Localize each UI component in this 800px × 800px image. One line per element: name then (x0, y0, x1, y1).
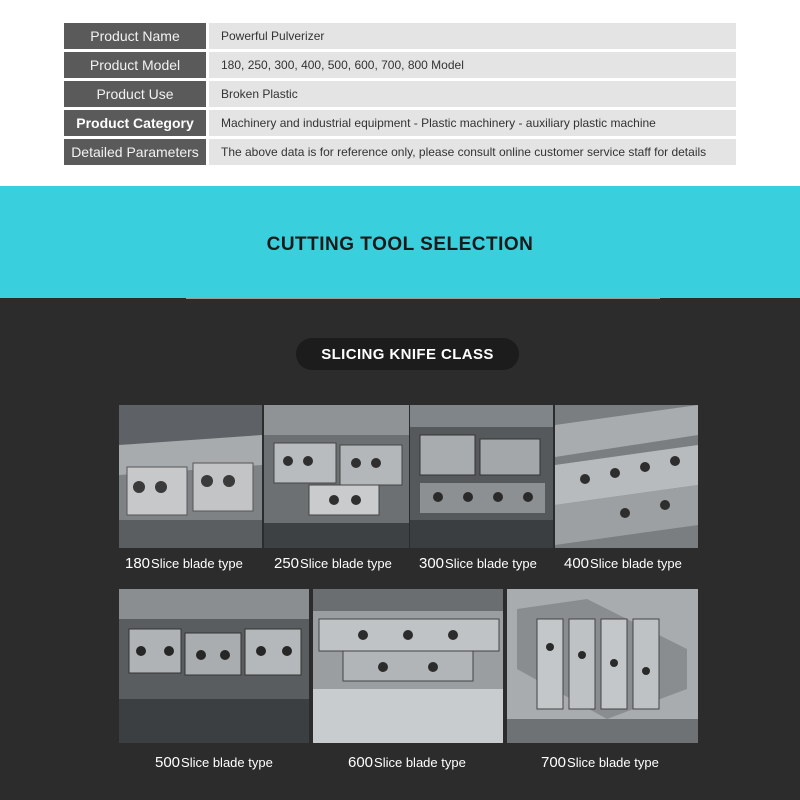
blade-type-label: Slice blade type (567, 755, 659, 770)
blade-caption-250 (274, 555, 392, 572)
spec-row-product-use (64, 81, 736, 107)
blade-size: 700 (541, 754, 567, 771)
spec-label: Product Use (64, 81, 206, 107)
blade-size: 500 (155, 754, 181, 771)
spec-value: Machinery and industrial equipment - Plastic machinery - auxiliary plastic machine (209, 110, 736, 136)
spec-label: Product Model (64, 52, 206, 78)
blade-photo-180 (119, 405, 262, 548)
spec-value: Powerful Pulverizer (209, 23, 736, 49)
blade-size: 180 (125, 555, 151, 572)
blade-size: 600 (348, 754, 374, 771)
divider (186, 298, 660, 299)
blade-type-label: Slice blade type (374, 755, 466, 770)
blade-photo-250 (264, 405, 409, 548)
section-title: CUTTING TOOL SELECTION (266, 234, 534, 255)
blade-caption-400 (564, 555, 682, 572)
blade-type-label: Slice blade type (445, 556, 537, 571)
spec-row-product-category (64, 110, 736, 136)
blade-caption-600 (348, 754, 466, 771)
blade-caption-500 (155, 754, 273, 771)
blade-caption-300 (419, 555, 537, 572)
spec-table (64, 23, 736, 168)
subsection-title-pill: SLICING KNIFE CLASS (296, 338, 519, 370)
section-header-band (0, 186, 800, 298)
blade-caption-700 (541, 754, 659, 771)
spec-row-product-model (64, 52, 736, 78)
blade-photo-600 (313, 589, 503, 743)
blade-photo-500 (119, 589, 309, 743)
spec-label: Product Category (64, 110, 206, 136)
blade-caption-180 (125, 555, 243, 572)
spec-row-product-name (64, 23, 736, 49)
spec-value: The above data is for reference only, please consult online customer service staff for details (209, 139, 736, 165)
blade-size: 250 (274, 555, 300, 572)
blade-type-label: Slice blade type (151, 556, 243, 571)
blade-type-label: Slice blade type (300, 556, 392, 571)
blade-photo-700 (507, 589, 698, 743)
spec-label: Product Name (64, 23, 206, 49)
blade-size: 300 (419, 555, 445, 572)
spec-value: Broken Plastic (209, 81, 736, 107)
blade-type-label: Slice blade type (181, 755, 273, 770)
blade-type-label: Slice blade type (590, 556, 682, 571)
spec-row-detailed-parameters (64, 139, 736, 165)
blade-photo-300 (410, 405, 553, 548)
spec-value: 180, 250, 300, 400, 500, 600, 700, 800 Model (209, 52, 736, 78)
blade-photo-400 (555, 405, 698, 548)
spec-label: Detailed Parameters (64, 139, 206, 165)
blade-size: 400 (564, 555, 590, 572)
